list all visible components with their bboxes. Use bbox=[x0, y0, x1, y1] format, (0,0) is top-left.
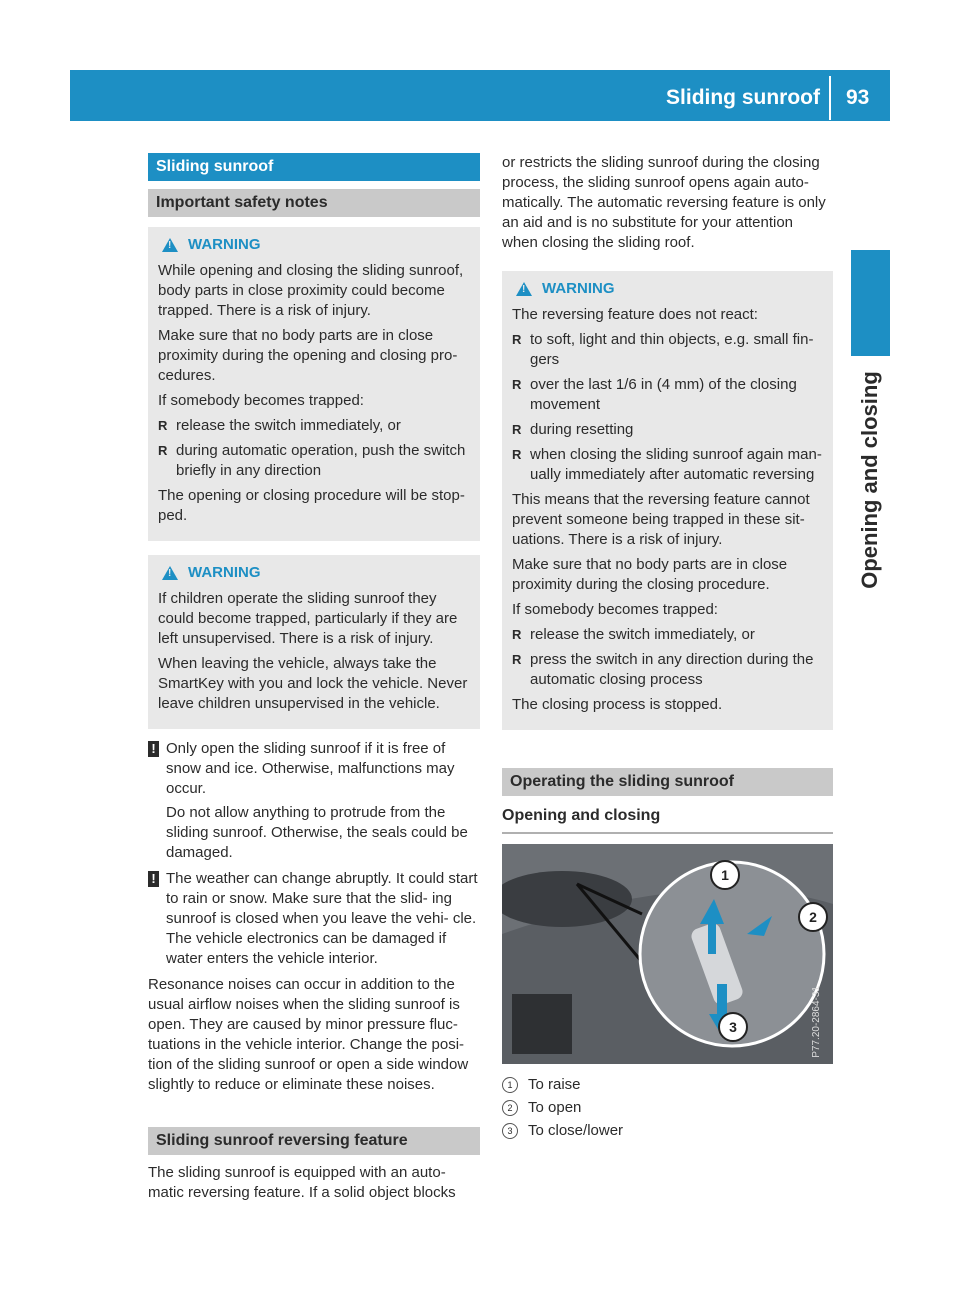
warning-triangle-icon bbox=[162, 566, 178, 580]
warning-label: WARNING bbox=[188, 564, 261, 581]
subsection-title: Important safety notes bbox=[148, 189, 480, 217]
bullet-item: R press the switch in any direction during the automatic closing process bbox=[512, 650, 823, 690]
warning-text: The reversing feature does not react: bbox=[512, 306, 758, 323]
bullet-item: R during automatic operation, push the switch briefly in any direction bbox=[158, 441, 470, 481]
legend-text: To open bbox=[528, 1099, 582, 1116]
section-title: Sliding sunroof bbox=[148, 153, 480, 181]
warning-text: While opening and closing the sliding sunroof, body parts in close proximity could become trapped. There is a risk of injury. bbox=[158, 262, 464, 319]
warning-label: WARNING bbox=[188, 236, 261, 253]
warning-triangle-icon bbox=[162, 238, 178, 252]
bullet-item: R release the switch immediately, or bbox=[158, 416, 470, 436]
continued-paragraph: or restricts the sliding sunroof during the closing process, the sliding sunroof opens again auto- matically. The automatic reversing feature is only an aid and is no substitute for your attention when closing the sliding roof. bbox=[502, 154, 826, 251]
header-divider bbox=[829, 76, 831, 120]
warning-label: WARNING bbox=[542, 280, 615, 297]
warning-text: If somebody becomes trapped: bbox=[512, 601, 718, 618]
legend-number: 1 bbox=[502, 1077, 518, 1093]
warning-text: When leaving the vehicle, always take the SmartKey with you and lock the vehicle. Never leave children unsupervised in the vehicle. bbox=[158, 655, 468, 712]
warning-triangle-icon bbox=[516, 282, 532, 296]
warning-heading bbox=[158, 563, 470, 583]
legend-number: 3 bbox=[502, 1123, 518, 1139]
reversing-paragraph: The sliding sunroof is equipped with an auto- matic reversing feature. If a solid object blocks bbox=[148, 1164, 456, 1201]
overhead-console-illustration bbox=[502, 844, 833, 1064]
header-title: Sliding sunroof bbox=[666, 86, 820, 109]
warning-heading bbox=[512, 279, 823, 299]
legend-text: To close/lower bbox=[528, 1122, 624, 1139]
legend-item bbox=[502, 1098, 833, 1118]
warning-text: Make sure that no body parts are in close proximity during the opening and closing pro- cedures. bbox=[158, 327, 458, 384]
note-text: Do not allow anything to protrude from the sliding sunroof. Otherwise, the seals could be damaged. bbox=[166, 804, 468, 861]
warning-text: If somebody becomes trapped: bbox=[158, 392, 364, 409]
callout-1: 1 bbox=[710, 860, 740, 890]
bullet-item: R over the last 1/6 in (4 mm) of the closing movement bbox=[512, 375, 823, 415]
legend-item bbox=[502, 1121, 833, 1141]
warning-heading bbox=[158, 235, 470, 255]
warning-text: The closing process is stopped. bbox=[512, 696, 723, 713]
sunroof-switch-figure bbox=[502, 844, 833, 1064]
bullet-item: R when closing the sliding sunroof again man- ually immediately after automatic reversing bbox=[512, 445, 823, 485]
note-block bbox=[148, 739, 480, 863]
side-tab bbox=[851, 250, 890, 356]
note-text: Only open the sliding sunroof if it is free of snow and ice. Otherwise, malfunctions may occur. bbox=[166, 740, 455, 797]
warning-text: This means that the reversing feature cannot prevent someone being trapped in these sit- uations. There is a risk of injury. bbox=[512, 491, 810, 548]
note-block bbox=[148, 869, 480, 969]
warning-box bbox=[502, 271, 833, 730]
reversing-title: Sliding sunroof reversing feature bbox=[148, 1127, 480, 1155]
operating-title: Operating the sliding sunroof bbox=[502, 768, 833, 796]
page-number: 93 bbox=[846, 86, 870, 109]
warning-box bbox=[148, 227, 480, 541]
opening-closing-title: Opening and closing bbox=[502, 806, 833, 834]
figure-code: P77.20-2864-31 bbox=[811, 986, 822, 1058]
exclamation-icon: ! bbox=[148, 871, 159, 887]
bullet-item: R to soft, light and thin objects, e.g. small fin- gers bbox=[512, 330, 823, 370]
callout-2: 2 bbox=[798, 902, 828, 932]
legend-text: To raise bbox=[528, 1076, 581, 1093]
side-tab-label: Opening and closing bbox=[857, 371, 882, 589]
callout-3: 3 bbox=[718, 1012, 748, 1042]
warning-text: The opening or closing procedure will be stop- ped. bbox=[158, 487, 465, 524]
bullet-item: R during resetting bbox=[512, 420, 823, 440]
warning-box bbox=[148, 555, 480, 729]
left-column bbox=[148, 153, 480, 1209]
warning-text: If children operate the sliding sunroof they could become trapped, particularly if they are left unsupervised. There is a risk of injury. bbox=[158, 590, 458, 647]
resonance-paragraph: Resonance noises can occur in addition to the usual airflow noises when the sliding sunroof is open. They are caused by minor pressure fluc- tuations in the vehicle interior. Change the posi- tion of the sliding sunroof or open a side window slightly to reduce or eliminate these noises. bbox=[148, 976, 469, 1093]
warning-text: Make sure that no body parts are in close proximity during the closing procedure. bbox=[512, 556, 788, 593]
bullet-item: R release the switch immediately, or bbox=[512, 625, 823, 645]
legend-number: 2 bbox=[502, 1100, 518, 1116]
legend-item bbox=[502, 1075, 833, 1095]
exclamation-icon: ! bbox=[148, 741, 159, 757]
note-text: The weather can change abruptly. It could start to rain or snow. Make sure that the slid- ing sunroof is closed when you leave the vehi- cle. The vehicle electronics can be damaged if water enters the vehicle interior. bbox=[166, 870, 478, 967]
right-column bbox=[502, 153, 833, 1141]
